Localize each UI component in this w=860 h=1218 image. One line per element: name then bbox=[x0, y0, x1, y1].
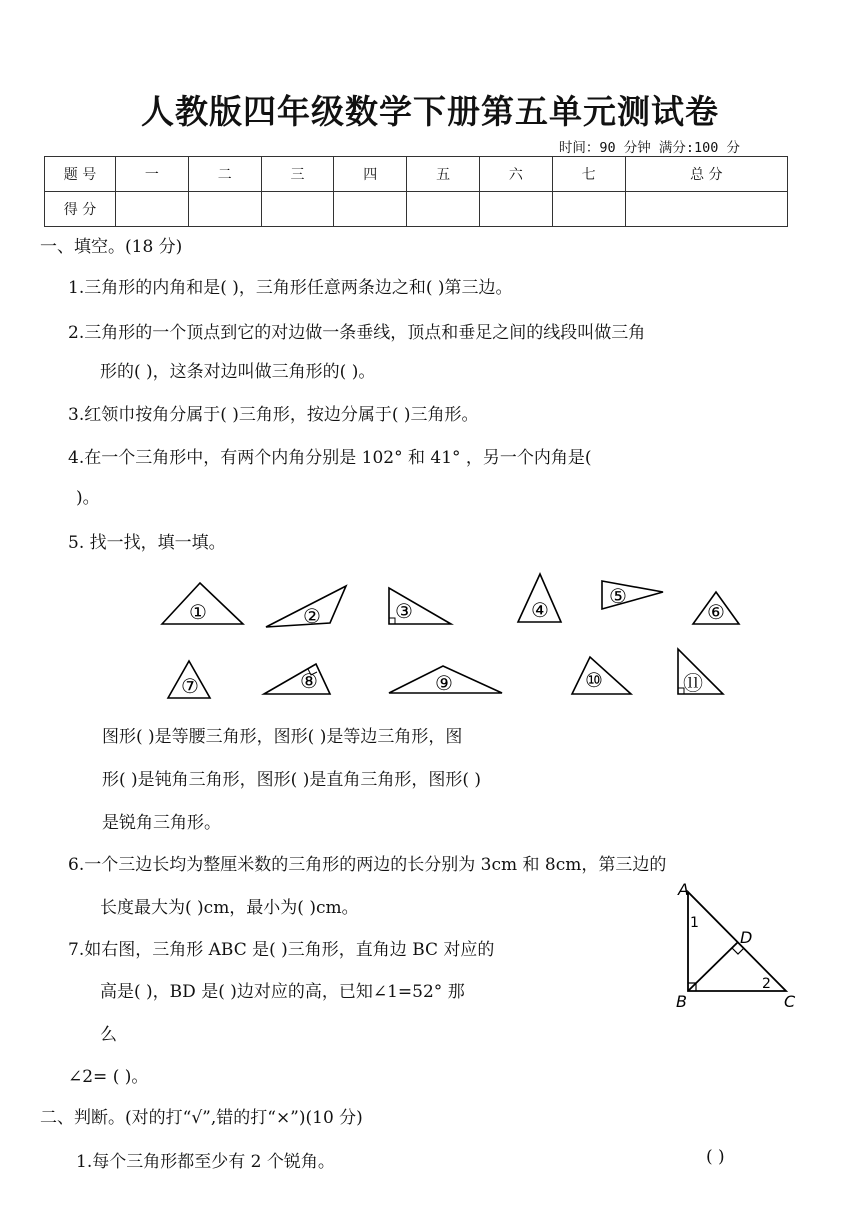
score-table-header-row bbox=[45, 157, 788, 192]
figure-label-4: ④ bbox=[531, 598, 549, 622]
row-header-score: 得 分 bbox=[45, 192, 116, 227]
question-6-line2: 长度最大为( )cm，最小为( )cm。 bbox=[100, 898, 359, 918]
label-c: C bbox=[784, 992, 796, 1011]
figure-label-5: ⑤ bbox=[609, 584, 627, 608]
col-2: 二 bbox=[188, 157, 261, 192]
figure-label-10: ⑩ bbox=[585, 668, 603, 692]
figure-label-1: ① bbox=[189, 600, 207, 624]
label-a: A bbox=[678, 880, 689, 899]
question-3: 3.红领巾按角分属于( )三角形，按边分属于( )三角形。 bbox=[68, 405, 479, 425]
figure-label-8: ⑧ bbox=[300, 669, 318, 693]
question-7-line4: ∠2= ( )。 bbox=[68, 1067, 149, 1087]
judgment-1: 1.每个三角形都至少有 2 个锐角。 bbox=[76, 1152, 335, 1172]
question-5-answer-line1: 图形( )是等腰三角形，图形( )是等边三角形，图 bbox=[102, 727, 463, 747]
score-cell[interactable] bbox=[407, 192, 480, 227]
score-cell[interactable] bbox=[261, 192, 334, 227]
question-2-line1: 2.三角形的一个顶点到它的对边做一条垂线，顶点和垂足之间的线段叫做三角 bbox=[68, 323, 646, 343]
col-7: 七 bbox=[552, 157, 625, 192]
label-d: D bbox=[740, 928, 753, 947]
score-cell[interactable] bbox=[188, 192, 261, 227]
col-3: 三 bbox=[261, 157, 334, 192]
col-1: 一 bbox=[116, 157, 189, 192]
question-7-line1: 7.如右图，三角形 ABC 是( )三角形，直角边 BC 对应的 bbox=[68, 940, 495, 960]
question-5: 5. 找一找，填一填。 bbox=[68, 533, 226, 553]
question-7-line2: 高是( )，BD 是( )边对应的高，已知∠1=52° 那 bbox=[100, 982, 465, 1002]
score-cell[interactable] bbox=[334, 192, 407, 227]
question-5-answer-line3: 是锐角三角形。 bbox=[102, 813, 221, 833]
triangle-8 bbox=[264, 664, 330, 694]
label-angle-2: 2 bbox=[762, 976, 771, 992]
figure-label-7: ⑦ bbox=[181, 674, 199, 698]
col-total: 总 分 bbox=[625, 157, 787, 192]
figure-label-6: ⑥ bbox=[707, 600, 725, 624]
judgment-1-answer-box[interactable]: ( ) bbox=[706, 1147, 725, 1167]
col-6: 六 bbox=[479, 157, 552, 192]
question-1: 1.三角形的内角和是( )，三角形任意两条边之和( )第三边。 bbox=[68, 278, 513, 298]
score-cell[interactable] bbox=[479, 192, 552, 227]
page-title: 人教版四年级数学下册第五单元测试卷 bbox=[141, 92, 719, 131]
score-table-score-row bbox=[45, 192, 788, 227]
score-cell[interactable] bbox=[552, 192, 625, 227]
row-header-number: 题 号 bbox=[45, 157, 116, 192]
section2-heading: 二、判断。(对的打“√”,错的打“×”)(10 分) bbox=[40, 1108, 363, 1128]
label-b: B bbox=[676, 992, 687, 1011]
question-5-answer-line2: 形( )是钝角三角形，图形( )是直角三角形，图形( ) bbox=[102, 770, 482, 790]
question-7-line3: 么 bbox=[100, 1025, 117, 1045]
triangle-abc-diagram bbox=[660, 875, 810, 1015]
figure-label-11: ⑪ bbox=[683, 671, 703, 695]
section1-heading: 一、填空。(18 分) bbox=[40, 237, 183, 257]
col-5: 五 bbox=[407, 157, 480, 192]
exam-meta: 时间：90 分钟 满分:100 分 bbox=[558, 140, 740, 156]
question-4-line1: 4.在一个三角形中，有两个内角分别是 102° 和 41° ，另一个内角是( bbox=[68, 448, 592, 468]
figure-label-3: ③ bbox=[395, 599, 413, 623]
triangle-figures bbox=[0, 560, 860, 710]
score-cell[interactable] bbox=[625, 192, 787, 227]
figure-label-2: ② bbox=[303, 604, 321, 628]
col-4: 四 bbox=[334, 157, 407, 192]
question-6-line1: 6.一个三边长均为整厘米数的三角形的两边的长分别为 3cm 和 8cm，第三边的 bbox=[68, 855, 667, 875]
question-2-line2: 形的( )，这条对边叫做三角形的( )。 bbox=[100, 362, 376, 382]
figure-label-9: ⑨ bbox=[435, 671, 453, 695]
label-angle-1: 1 bbox=[690, 915, 699, 931]
score-table bbox=[44, 156, 788, 227]
question-4-line2: )。 bbox=[76, 488, 100, 508]
score-cell[interactable] bbox=[116, 192, 189, 227]
